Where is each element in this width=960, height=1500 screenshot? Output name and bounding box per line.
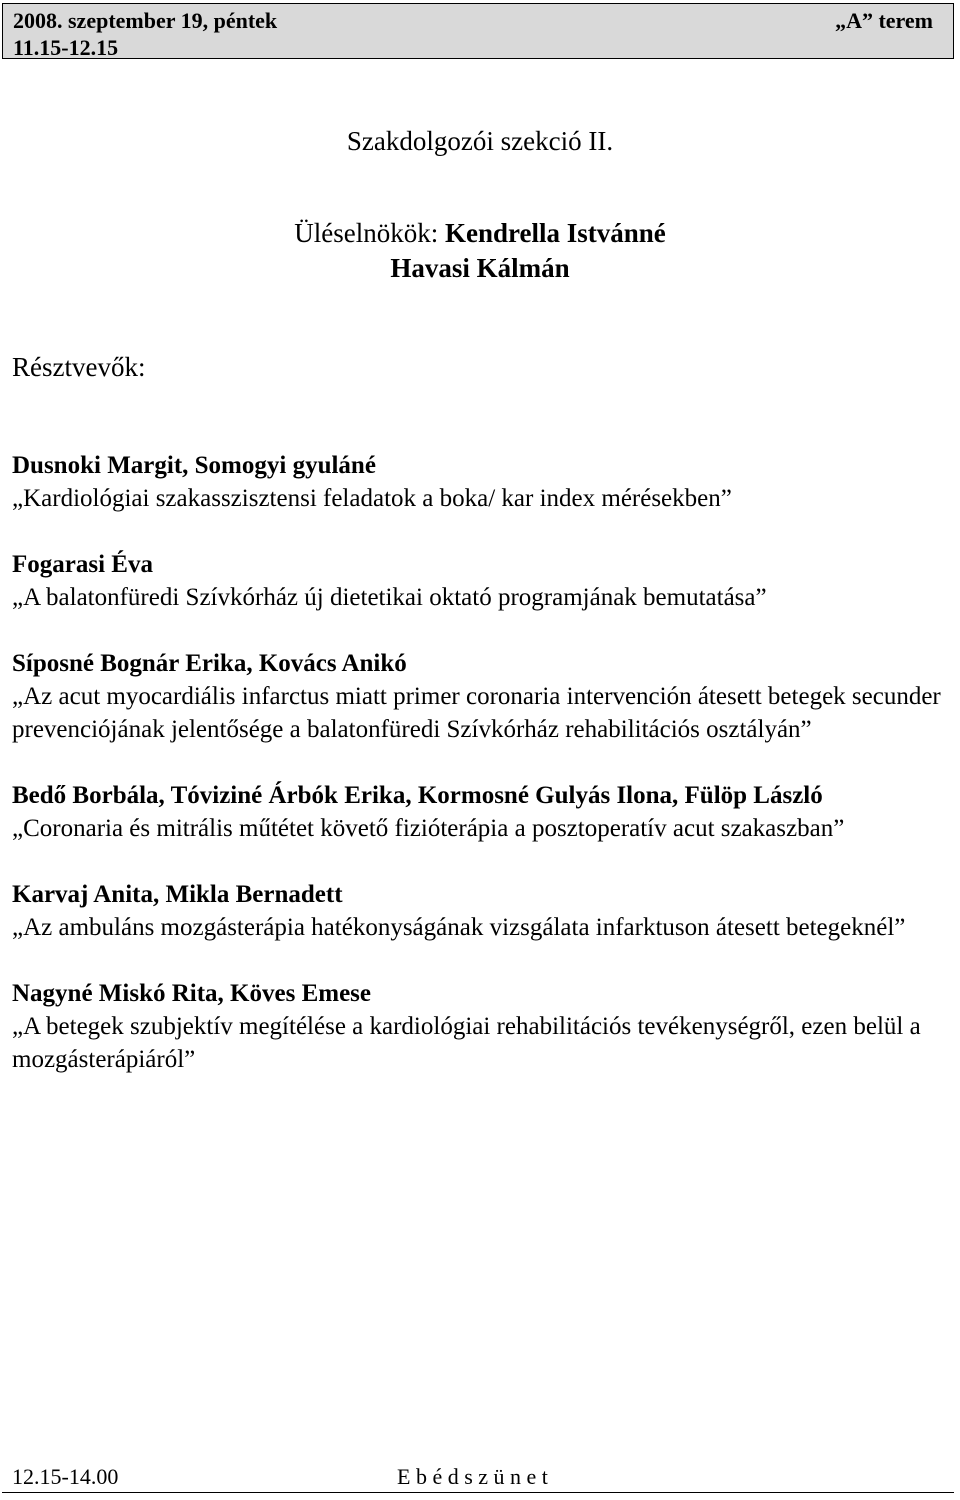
talk-item: [12, 779, 942, 845]
talk-item: [12, 647, 942, 746]
talk-title: „A betegek szubjektív megítélése a kardiológiai rehabilitációs tevékenységről, ezen belül a mozgásterápiáról”: [12, 1013, 921, 1073]
chair-name: Kendrella Istvánné: [444, 218, 666, 248]
participants-label: Résztvevők:: [12, 352, 146, 382]
talk-authors: Fogarasi Éva: [12, 551, 153, 578]
talk-title: „Coronaria és mitrális műtétet követő fizióterápia a posztoperatív acut szakaszban”: [12, 815, 845, 842]
chair-line-1: [0, 216, 960, 251]
talk-authors: Síposné Bognár Erika, Kovács Anikó: [12, 650, 407, 677]
talk-item: [12, 548, 942, 614]
footer-divider: [2, 1492, 954, 1493]
talk-list: [12, 449, 942, 1109]
session-room: „A” terem: [835, 8, 933, 33]
session-date: 2008. szeptember 19, péntek: [13, 8, 278, 33]
lunch-break-label: E b é d s z ü n e t: [397, 1464, 548, 1489]
talk-item: [12, 977, 942, 1076]
session-chairs: [0, 216, 960, 286]
talk-authors: Dusnoki Margit, Somogyi gyuláné: [12, 452, 376, 479]
talk-authors: Karvaj Anita, Mikla Bernadett: [12, 881, 343, 908]
section-title: Szakdolgozói szekció II.: [346, 126, 614, 156]
talk-title: „Az ambuláns mozgásterápia hatékonyságának vizsgálata infarktuson átesett betegeknél”: [12, 914, 906, 941]
talk-authors: Bedő Borbála, Tóviziné Árbók Erika, Kormosné Gulyás Ilona, Fülöp László: [12, 782, 823, 809]
session-time: 11.15-12.15: [13, 35, 119, 60]
chair-line-2: [0, 251, 960, 286]
talk-title: „Kardiológiai szakasszisztensi feladatok a boka/ kar index mérésekben”: [12, 485, 732, 512]
chair-name: Havasi Kálmán: [390, 253, 570, 283]
lunch-break-time: 12.15-14.00: [12, 1464, 119, 1489]
chairs-label: Üléselnökök:: [294, 218, 439, 248]
talk-title: „Az acut myocardiális infarctus miatt primer coronaria intervención átesett betegek secunder prevenciójának jelentősége a balatonfüredi Szívkórház rehabilitációs osztályán”: [12, 683, 941, 743]
talk-item: [12, 449, 942, 515]
session-header: [2, 3, 954, 59]
talk-item: [12, 878, 942, 944]
talk-title: „A balatonfüredi Szívkórház új dietetikai oktató programjának bemutatása”: [12, 584, 767, 611]
talk-authors: Nagyné Miskó Rita, Köves Emese: [12, 980, 371, 1007]
